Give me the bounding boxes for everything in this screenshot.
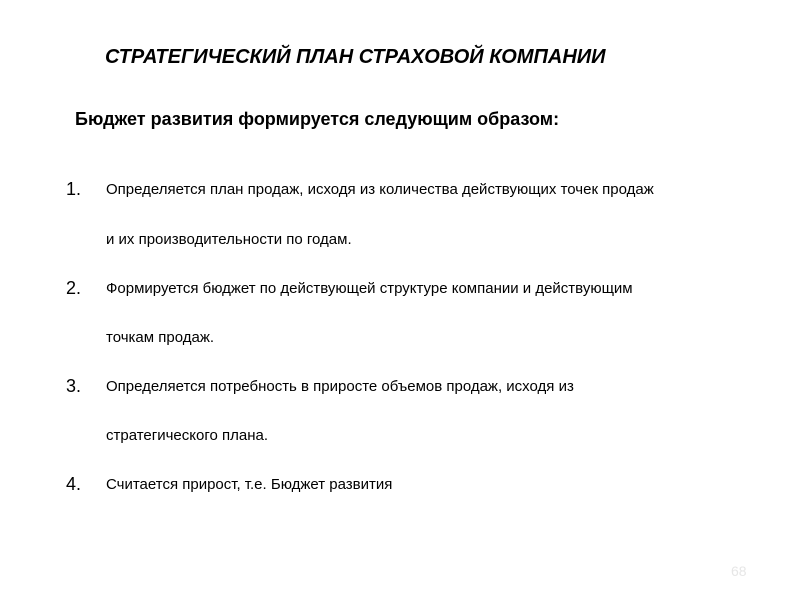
list-item-text-line-2: стратегического плана.	[106, 427, 269, 444]
list-item-text-line-1: Считается прирост, т.е. Бюджет развития	[106, 476, 393, 493]
list-item-text-line-1: Определяется план продаж, исходя из количества действующих точек продаж	[106, 181, 654, 198]
list-item-text-line-2: и их производительности по годам.	[106, 231, 352, 248]
list-item-number: 1.	[66, 179, 82, 199]
slide-subtitle: Бюджет развития формируется следующим образом:	[75, 109, 560, 129]
list-item-text-line-1: Формируется бюджет по действующей структуре компании и действующим	[106, 280, 633, 297]
list-item-number: 3.	[66, 376, 82, 396]
list-item-number: 2.	[66, 278, 82, 298]
list-item-text-line-1: Определяется потребность в приросте объемов продаж, исходя из	[106, 378, 574, 395]
slide-title: СТРАТЕГИЧЕСКИЙ ПЛАН СТРАХОВОЙ КОМПАНИИ	[105, 46, 606, 68]
list-item-number: 4.	[66, 474, 82, 494]
list-item-text-line-2: точкам продаж.	[106, 329, 215, 346]
page-number: 68	[731, 563, 747, 579]
